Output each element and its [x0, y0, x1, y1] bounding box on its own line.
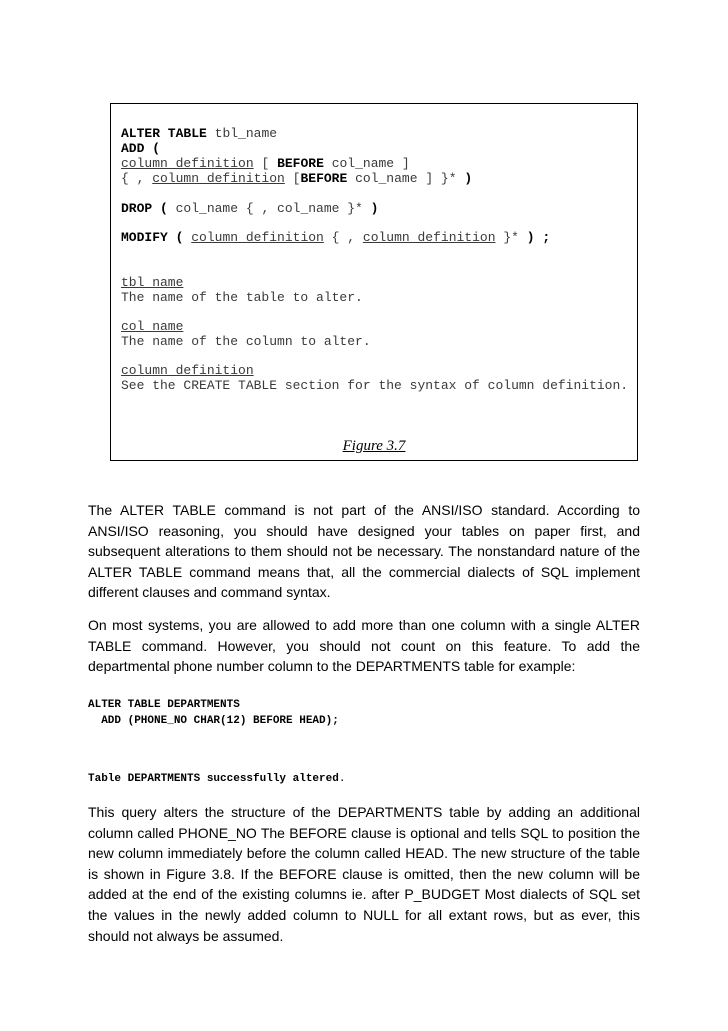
bracket-open: [	[261, 156, 270, 171]
paren-close: )	[464, 171, 473, 186]
bracket-close: ]	[401, 156, 410, 171]
brace-close: ] }*	[425, 171, 457, 186]
keyword-add: ADD (	[121, 141, 161, 156]
definition-term: column definition	[121, 363, 254, 378]
result-period: .	[338, 773, 346, 785]
paren-close-semicolon: ) ;	[526, 230, 551, 245]
syntax-line-add-first-column	[121, 156, 410, 171]
keyword-before: BEFORE	[300, 171, 348, 186]
bracket-open: [	[292, 171, 301, 186]
term-column-definition: column definition	[362, 230, 496, 245]
body-paragraph: This query alters the structure of the DEPARTMENTS table by adding an additional column called PHONE_NO The BEFORE clause is optional and tells SQL to position the new column immediately before the column called HEAD. The new structure of the table is shown in Figure 3.8. If the BEFORE clause is omitted, then the new column will be added at the end of the existing columns ie. after P_BUDGET Most dialects of SQL set the values in the newly added column to NULL for all extant rows, but as ever, this should not always be assumed.	[88, 804, 640, 944]
brace-close: }*	[503, 230, 519, 245]
keyword-modify: MODIFY (	[121, 230, 184, 245]
arg-col-name: col_name	[331, 156, 395, 171]
code-line: ALTER TABLE DEPARTMENTS	[88, 699, 240, 711]
arg-col-name: col_name	[355, 171, 418, 186]
definition-description: See the CREATE TABLE section for the syntax of column definition.	[121, 378, 629, 393]
syntax-line-drop	[121, 201, 378, 216]
definition-term: tbl_name	[121, 275, 184, 290]
term-column-definition: column definition	[121, 156, 254, 171]
body-paragraph: The ALTER TABLE command is not part of the ANSI/ISO standard. According to ANSI/ISO reasoning, you should have designed your tables on paper first, and subsequent alterations to them should not be necessary. The nonstandard nature of the ALTER TABLE command means that, all the commercial dialects of SQL implement different clauses and command syntax.	[88, 502, 640, 601]
syntax-line-alter-table	[121, 126, 277, 141]
body-paragraph: On most systems, you are allowed to add more than one column with a single ALTER TABLE command. However, you should not count on this feature. To add the departmental phone number column to the DEPARTMENTS table for example:	[88, 617, 640, 675]
keyword-before: BEFORE	[277, 156, 324, 171]
code-line: ADD (PHONE_NO CHAR(12) BEFORE HEAD);	[88, 715, 339, 727]
result-message	[88, 771, 345, 787]
syntax-line-modify	[121, 230, 550, 245]
syntax-line-add-more-columns	[121, 171, 472, 186]
brace-open: { ,	[331, 230, 356, 245]
figure-caption: Figure 3.7	[342, 438, 406, 454]
term-column-definition: column definition	[152, 171, 285, 186]
result-text: Table DEPARTMENTS successfully altered	[88, 773, 339, 785]
definition-description: The name of the table to alter.	[121, 290, 363, 305]
arg-tbl-name: tbl_name	[214, 126, 278, 141]
syntax-line-add	[121, 141, 160, 156]
keyword-drop: DROP (	[121, 201, 168, 216]
definition-description: The name of the column to alter.	[121, 334, 371, 349]
brace-open: { ,	[121, 171, 145, 186]
keyword-alter-table: ALTER TABLE	[121, 126, 207, 141]
paren-close: )	[370, 201, 379, 216]
drop-args: col_name { , col_name }*	[175, 201, 363, 216]
definition-term: col_name	[121, 319, 184, 334]
term-column-definition: column definition	[191, 230, 324, 245]
